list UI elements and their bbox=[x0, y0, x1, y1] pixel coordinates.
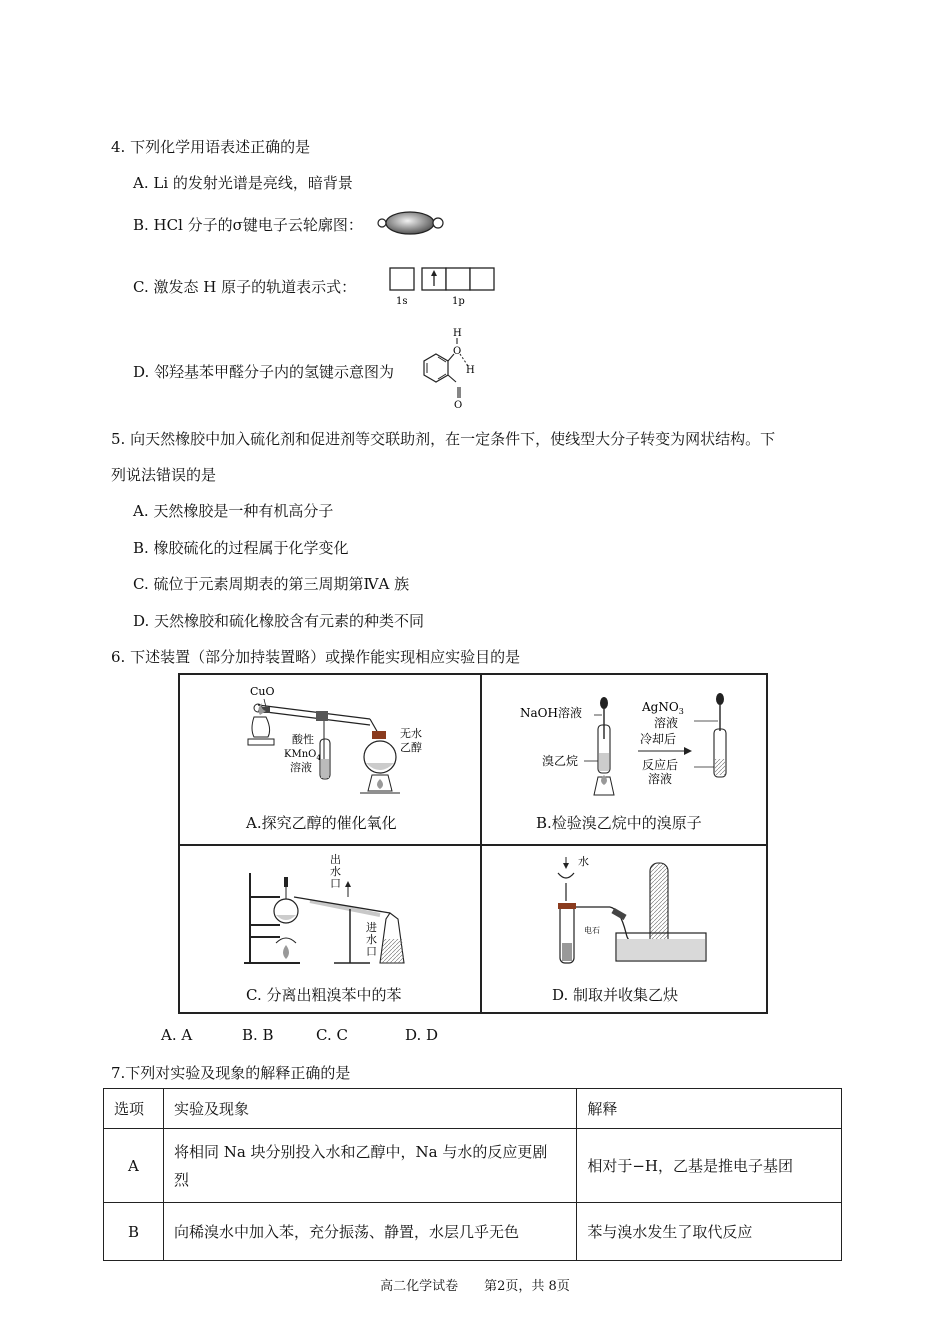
solution-label-b1: 溶液 bbox=[654, 716, 679, 730]
q6-stem: 6. 下述装置（部分加持装置略）或操作能实现相应实验目的是 bbox=[111, 648, 521, 666]
calcium-carbide-label: 电石 bbox=[584, 926, 600, 935]
apparatus-d-diagram bbox=[550, 853, 750, 973]
apparatus-c-diagram bbox=[240, 853, 440, 973]
header-explanation: 解释 bbox=[577, 1089, 842, 1129]
table-row bbox=[104, 1203, 842, 1261]
q4-option-a: A. Li 的发射光谱是亮线，暗背景 bbox=[133, 174, 353, 192]
acidic-label: 酸性 bbox=[292, 733, 314, 746]
table-row bbox=[104, 1129, 842, 1203]
grid-divider-horizontal bbox=[180, 844, 766, 846]
page-footer: 高二化学试卷 第2页，共 8页 bbox=[380, 1279, 570, 1294]
after-reaction-label: 反应后 bbox=[642, 758, 679, 772]
cuo-label: CuO bbox=[250, 685, 275, 698]
row-a-experiment: 将相同 Na 块分别投入水和乙醇中，Na 与水的反应更剧 烈 bbox=[163, 1129, 576, 1203]
q4-stem: 4. 下列化学用语表述正确的是 bbox=[111, 138, 311, 156]
apparatus-a-diagram bbox=[240, 681, 440, 813]
outlet-char2: 水 bbox=[330, 865, 341, 878]
q4-option-b: B. HCl 分子的σ键电子云轮廓图： bbox=[133, 216, 363, 234]
bromoethane-label: 溴乙烷 bbox=[542, 754, 579, 768]
inlet-char3: 口 bbox=[366, 945, 377, 958]
naoh-label: NaOH溶液 bbox=[520, 706, 582, 720]
solution-label-a: 溶液 bbox=[290, 761, 312, 774]
q5-option-a: A. 天然橡胶是一种有机高分子 bbox=[133, 502, 334, 520]
o-atom-hydroxyl: O bbox=[453, 346, 462, 357]
caption-a: A.探究乙醇的催化氧化 bbox=[246, 814, 397, 832]
q6-choice-b: B. B bbox=[242, 1026, 274, 1044]
caption-c: C. 分离出粗溴苯中的苯 bbox=[246, 986, 402, 1004]
q5-option-d: D. 天然橡胶和硫化橡胶含有元素的种类不同 bbox=[133, 612, 425, 630]
orbital-1p-label: 1p bbox=[452, 296, 465, 307]
ethanol-label: 乙醇 bbox=[400, 741, 422, 754]
h-atom-top: H bbox=[453, 328, 462, 339]
orbital-1s-label: 1s bbox=[396, 296, 408, 307]
hydrogen-bond-structure bbox=[416, 326, 486, 410]
q6-choice-c: C. C bbox=[316, 1026, 348, 1044]
header-experiment: 实验及现象 bbox=[163, 1089, 576, 1129]
q6-apparatus-grid bbox=[178, 673, 768, 1014]
row-b-experiment: 向稀溴水中加入苯，充分振荡、静置，水层几乎无色 bbox=[163, 1203, 576, 1261]
q6-choice-a: A. A bbox=[161, 1026, 193, 1044]
apparatus-b-diagram bbox=[514, 681, 754, 813]
q6-choice-d: D. D bbox=[405, 1026, 439, 1044]
q5-stem-line1: 5. 向天然橡胶中加入硫化剂和促进剂等交联助剂，在一定条件下，使线型大分子转变为网状结构。下 bbox=[111, 430, 776, 448]
header-option: 选项 bbox=[104, 1089, 164, 1129]
q7-stem: 7.下列对实验及现象的解释正确的是 bbox=[111, 1064, 351, 1082]
q5-stem-line2: 列说法错误的是 bbox=[111, 466, 217, 484]
row-b-explanation: 苯与溴水发生了取代反应 bbox=[577, 1203, 842, 1261]
row-a-explanation: 相对于−H，乙基是推电子基团 bbox=[577, 1129, 842, 1203]
orbital-diagram bbox=[388, 266, 498, 308]
q5-option-b: B. 橡胶硫化的过程属于化学变化 bbox=[133, 539, 349, 557]
q7-table bbox=[103, 1088, 842, 1261]
inlet-char1: 进 bbox=[366, 921, 377, 934]
inlet-char2: 水 bbox=[366, 933, 377, 946]
agno3-label: AgNO$_3$ bbox=[642, 700, 684, 716]
caption-d: D. 制取并收集乙炔 bbox=[552, 986, 679, 1004]
o-atom-carbonyl: O bbox=[454, 400, 463, 410]
q4-option-c: C. 激发态 H 原子的轨道表示式： bbox=[133, 278, 357, 296]
h-atom-aldehyde: H bbox=[466, 365, 475, 376]
cooled-label: 冷却后 bbox=[640, 732, 677, 746]
caption-b: B.检验溴乙烷中的溴原子 bbox=[536, 814, 702, 832]
outlet-char1: 出 bbox=[330, 853, 341, 866]
table-header-row bbox=[104, 1089, 842, 1129]
row-b-option: B bbox=[104, 1203, 164, 1261]
kmno4-label: KMnO$_4$ bbox=[284, 749, 321, 762]
q4-option-d: D. 邻羟基苯甲醛分子内的氢键示意图为 bbox=[133, 363, 395, 381]
solution-label-b2: 溶液 bbox=[648, 772, 673, 786]
row-a-option: A bbox=[104, 1129, 164, 1203]
q5-option-c: C. 硫位于元素周期表的第三周期第ⅣA 族 bbox=[133, 575, 410, 593]
anhydrous-label: 无水 bbox=[400, 727, 422, 740]
sigma-bond-cloud-diagram bbox=[374, 209, 444, 237]
outlet-char3: 口 bbox=[330, 877, 341, 890]
water-label: 水 bbox=[578, 855, 589, 868]
